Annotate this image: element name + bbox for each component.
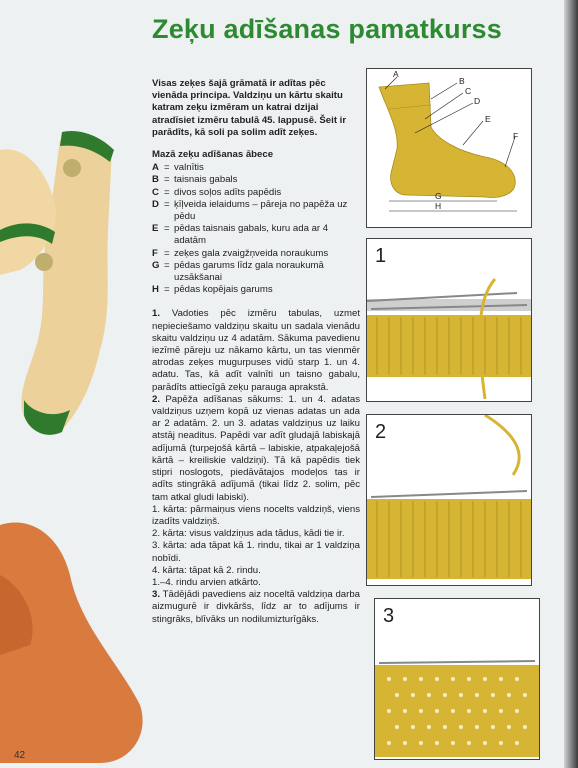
instruction-paragraph: 3. kārta: ada tāpat kā 1. rindu, tikai ar 1 valdziņa nobīdi. [152,540,360,564]
instruction-paragraph: 1. Vadoties pēc izmēru tabulas, uzmet nepieciešamo valdziņu skaitu un sadala vienādu skaitu valdziņu uz 4 adatām. Sākuma pavedienu iezīmē pāreju uz nākamo kārtu, un tas vienmēr atrodas zeķes mugurpuses vidū starp 1. un 4. adatu. Tas, kā adīt valnīti un taisno gabalu, parādīts attiecīgā zeķu parauga aprakstā. [152,308,360,393]
figure-number: 3 [383,605,395,627]
instruction-paragraph: 3. Tādējādi pavediens aiz noceltā valdziņa darba aizmugurē ir divkāršs, līdz ar to adījums ir stingrāks, blīvāks un nodilumizturīgāks. [152,589,360,625]
instructions [152,308,360,625]
step-figure-2 [366,414,532,586]
label-h: H [435,201,442,211]
sock-photo-cream [0,110,140,440]
text-column [152,78,360,626]
label-e: E [485,114,491,124]
figure-number: 1 [375,245,387,267]
abc-list [152,162,360,296]
sock-anatomy-diagram [366,68,532,228]
abc-heading: Mazā zeķu adīšanas ābece [152,149,274,161]
label-b: B [459,76,465,86]
abc-item: F = zeķes gala zvaigžņveida noraukums [152,247,329,259]
label-a: A [393,69,399,79]
abc-item: H = pēdas kopējais garums [152,284,273,296]
page-title: Zeķu adīšanas pamatkurss [152,14,502,44]
page-edge-shadow [564,0,578,768]
label-g: G [435,191,442,201]
instruction-paragraph: 2. kārta: visus valdziņus ada tādus, kādi tie ir. [152,528,345,540]
abc-item: D = ķīļveida ielaidums – pāreja no papēža uz pēdu [152,198,348,223]
label-d: D [474,96,481,106]
figure-number: 2 [375,421,387,443]
sock-photo-orange [0,515,150,765]
abc-item: B = taisnais gabals [152,174,238,186]
instruction-paragraph: 1.–4. rindu arvien atkārto. [152,576,261,588]
abc-item: E = pēdas taisnais gabals, kuru ada ar 4 adatām [152,223,329,247]
label-c: C [465,86,472,96]
page-number: 42 [14,750,26,761]
label-f: F [513,131,519,141]
instruction-paragraph: 1. kārta: pārmaiņus viens nocelts valdziņš, viens izadīts valdziņš. [152,503,360,527]
instruction-paragraph: 4. kārta: tāpat kā 2. rindu. [152,564,261,576]
intro-paragraph: Visas zeķes šajā grāmatā ir adītas pēc vienāda principa. Valdziņu un kārtu skaitu katram zeķu izmēram un katrai dzijai atradīsiet izmēru tabulā 45. lappusē. Šeit ir parādīts, kā soli pa solim adīt zeķes. [152,78,347,138]
step-figure-3 [374,598,540,760]
flower-motif-icon [35,253,53,271]
abc-item: C = divos soļos adīts papēdis [152,186,282,198]
abc-item: A = valnītis [152,162,204,174]
instruction-paragraph: 2. Papēža adīšanas sākums: 1. un 4. adatas valdziņus uzņem kopā uz vienas adatas un ada ar 2 adatām. 2. un 3. adatas valdziņus uz laiku atstāj neaditus. Papēdi var adīt gludajā labiskajā adījumā (turpejošā kārtā – labiskie, atpakaļejošā kārtā – kreiliskie valdziņi). Tā kā papēdis tiek stipri noslogots, piedāvātajos modeļos tas ir adīts stingrākā adījumā (tikai līdz 2. solim, pēc tam atkal gludi labiski). [152,393,361,503]
flower-motif-icon [63,159,81,177]
abc-item: G = pēdas garums līdz gala noraukumā uzsākšanai [152,259,324,284]
step-figure-1 [366,238,532,402]
